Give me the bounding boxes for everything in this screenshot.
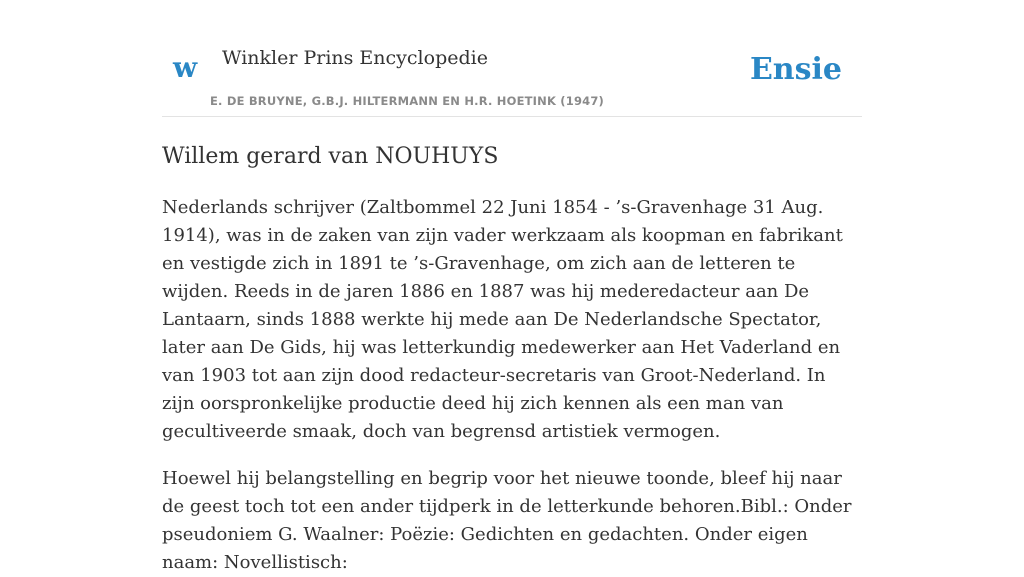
article-paragraph: Hoewel hij belangstelling en begrip voor het nieuwe toonde, bleef hij naar de geest toch tot een ander tijdperk in de letterkunde behoren.Bibl.: Onder pseudoniem G. Waalner: Poëzie: Gedichten en gedachten. Onder eigen naam: Novellistisch: — [162, 468, 852, 573]
authors-line: E. DE BRUYNE, G.B.J. HILTERMANN EN H.R. HOETINK (1947) — [210, 94, 605, 108]
site-logo-icon[interactable]: w — [173, 51, 198, 84]
page — [162, 0, 862, 577]
site-header — [162, 0, 862, 117]
article-title: Willem gerard van NOUHUYS — [162, 144, 499, 169]
brand-logo[interactable]: Ensie — [749, 52, 842, 87]
article-paragraph: Nederlands schrijver (Zaltbommel 22 Juni 1854 - ’s-Gravenhage 31 Aug. 1914), was in de zaken van zijn vader werkzaam als koopman en fabrikant en vestigde zich in 1891 te ’s-Gravenhage, om zich aan de letteren te wijden. Reeds in de jaren 1886 en 1887 was hij mederedacteur aan De Lantaarn, sinds 1888 werkte hij mede aan De Nederlandsche Spectator, later aan De Gids, hij was letterkundig medewerker aan Het Vaderland en van 1903 tot aan zijn dood redacteur-secretaris van Groot-Nederland. In zijn oorspronkelijke productie deed hij zich kennen als een man van gecultiveerde smaak, doch van begrensd artistiek vermogen. — [162, 197, 843, 442]
site-title[interactable]: Winkler Prins Encyclopedie — [222, 47, 488, 69]
